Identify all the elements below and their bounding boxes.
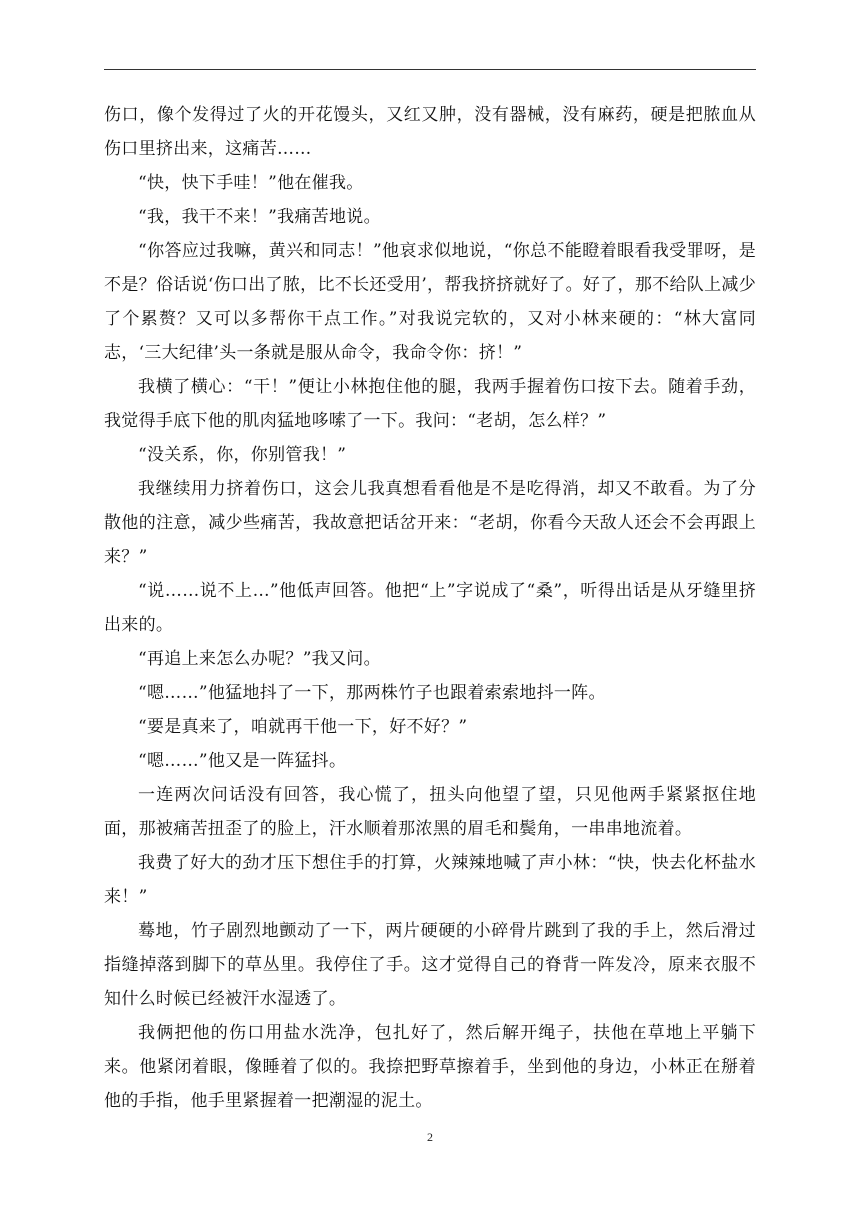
paragraph: “快，快下手哇！”他在催我。 xyxy=(138,173,364,193)
paragraph: 伤口，像个发得过了火的开花馒头，又红又肿，没有器械，没有麻药，硬是把脓血从伤口里挤出来，这痛苦…… xyxy=(104,105,756,159)
paragraph: 我费了好大的劲才压下想住手的打算，火辣辣地喊了声小林：“快，快去化杯盐水来！” xyxy=(104,853,756,907)
paragraph: “我，我干不来！”我痛苦地说。 xyxy=(138,207,381,227)
paragraph: 我横了横心：“干！”便让小林抱住他的腿，我两手握着伤口按下去。随着手劲，我觉得手底下他的肌肉猛地哆嗦了一下。我问：“老胡，怎么样？” xyxy=(104,377,756,431)
paragraph: “嗯……”他又是一阵猛抖。 xyxy=(138,751,347,771)
paragraph: 我俩把他的伤口用盐水洗净，包扎好了，然后解开绳子，扶他在草地上平躺下来。他紧闭着眼，像睡着了似的。我捺把野草擦着手，坐到他的身边，小林正在掰着他的手指，他手里紧握着一把潮湿的泥土。 xyxy=(104,1023,756,1111)
page-number: 2 xyxy=(427,1130,433,1144)
paragraph: “说……说不上…”他低声回答。他把“上”字说成了“桑”，听得出话是从牙缝里挤出来的。 xyxy=(104,581,756,635)
paragraph: “再追上来怎么办呢？”我又问。 xyxy=(138,649,381,669)
paragraph: “要是真来了，咱就再干他一下，好不好？” xyxy=(138,717,468,737)
paragraph: 一连两次问话没有回答，我心慌了，扭头向他望了望，只见他两手紧紧抠住地面，那被痛苦扭歪了的脸上，汗水顺着那浓黑的眉毛和鬓角，一串串地流着。 xyxy=(104,785,756,839)
paragraph: 蓦地，竹子剧烈地颤动了一下，两片硬硬的小碎骨片跳到了我的手上，然后滑过指缝掉落到脚下的草丛里。我停住了手。这才觉得自己的脊背一阵发冷，原来衣服不知什么时候已经被汗水湿透了。 xyxy=(104,921,756,1009)
paragraph: “嗯……”他猛地抖了一下，那两株竹子也跟着索索地抖一阵。 xyxy=(138,683,606,703)
header-rule xyxy=(104,69,756,70)
paragraph: “没关系，你，你别管我！” xyxy=(138,445,347,465)
paragraph: 我继续用力挤着伤口，这会儿我真想看看他是不是吃得消，却又不敢看。为了分散他的注意，减少些痛苦，我故意把话岔开来：“老胡，你看今天敌人还会不会再跟上来？” xyxy=(104,479,756,567)
paragraph: “你答应过我嘛，黄兴和同志！”他哀求似地说，“你总不能瞪着眼看我受罪呀，是不是？俗话说‘伤口出了脓，比不长还受用’，帮我挤挤就好了。好了，那不给队上减少了个累赘？又可以多帮你干点工作。”对我说完软的，又对小林来硬的：“林大富同志，‘三大纪律’头一条就是服从命令，我命令你：挤！” xyxy=(104,241,756,363)
document-body xyxy=(104,98,756,1118)
